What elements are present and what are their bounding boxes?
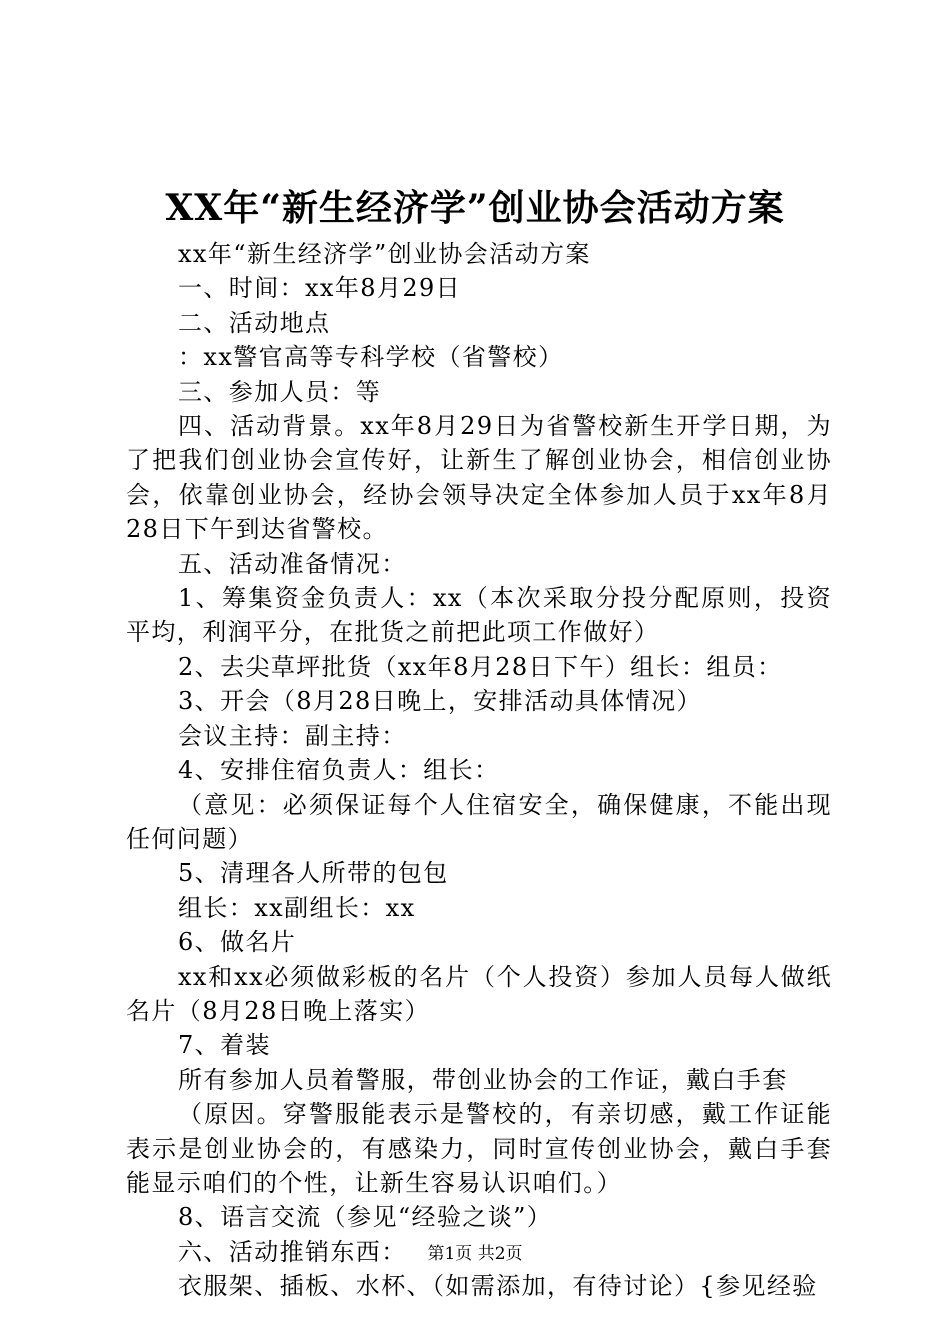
paragraph: 五、活动准备情况： [178, 549, 407, 578]
document-body [126, 237, 832, 1304]
paragraph: 6、做名片 [178, 928, 297, 957]
paragraph: 7、着装 [178, 1031, 271, 1060]
paragraph: 会议主持：副主持： [178, 721, 407, 750]
paragraph: ：xx警官高等专科学校（省警校） [178, 343, 564, 372]
page-footer: 第1页 共2页 [427, 1244, 523, 1264]
paragraph: （原因。穿警服能表示是警校的，有亲切感，戴工作证能表示是创业协会的，有感染力，同时宣传创业协会，戴白手套能显示咱们的个性，让新生容易认识咱们。） [126, 1100, 832, 1197]
paragraph: 一、时间：xx年8月29日 [178, 274, 462, 303]
paragraph: （意见：必须保证每个人住宿安全，确保健康，不能出现任何问题） [126, 790, 832, 853]
paragraph: 2、去尖草坪批货（xx年8月28日下午）组长：组员： [178, 652, 783, 681]
paragraph: 1、筹集资金负责人：xx（本次采取分投分配原则，投资平均，利润平分，在批货之前把此项工作做好） [126, 584, 832, 647]
paragraph: 4、安排住宿负责人：组长： [178, 756, 500, 785]
paragraph: xx年“新生经济学”创业协会活动方案 [178, 240, 591, 268]
paragraph: 六、活动推销东西： [178, 1237, 407, 1266]
paragraph: 所有参加人员着警服，带创业协会的工作证，戴白手套 [178, 1065, 788, 1094]
paragraph: 二、活动地点 [178, 308, 331, 337]
paragraph: 5、清理各人所带的包包 [178, 859, 449, 888]
paragraph: xx和xx必须做彩板的名片（个人投资）参加人员每人做纸名片（8月28日晚上落实） [126, 962, 832, 1025]
paragraph: 3、开会（8月28日晚上，安排活动具体情况） [178, 687, 702, 716]
document-title: XX年“新生经济学”创业协会活动方案 [165, 187, 785, 229]
paragraph: 组长：xx副组长：xx [178, 893, 416, 922]
paragraph: 衣服架、插板、水杯、（如需添加，有待讨论）{参见经验 [178, 1272, 818, 1301]
paragraph: 8、语言交流（参见“经验之谈”） [178, 1203, 553, 1232]
paragraph: 四、活动背景。xx年8月29日为省警校新生开学日期，为了把我们创业协会宣传好，让新生了解创业协会，相信创业协会，依靠创业协会，经协会领导决定全体参加人员于xx年8月28日下午到达省警校。 [126, 412, 832, 544]
paragraph: 三、参加人员：等 [178, 377, 382, 406]
